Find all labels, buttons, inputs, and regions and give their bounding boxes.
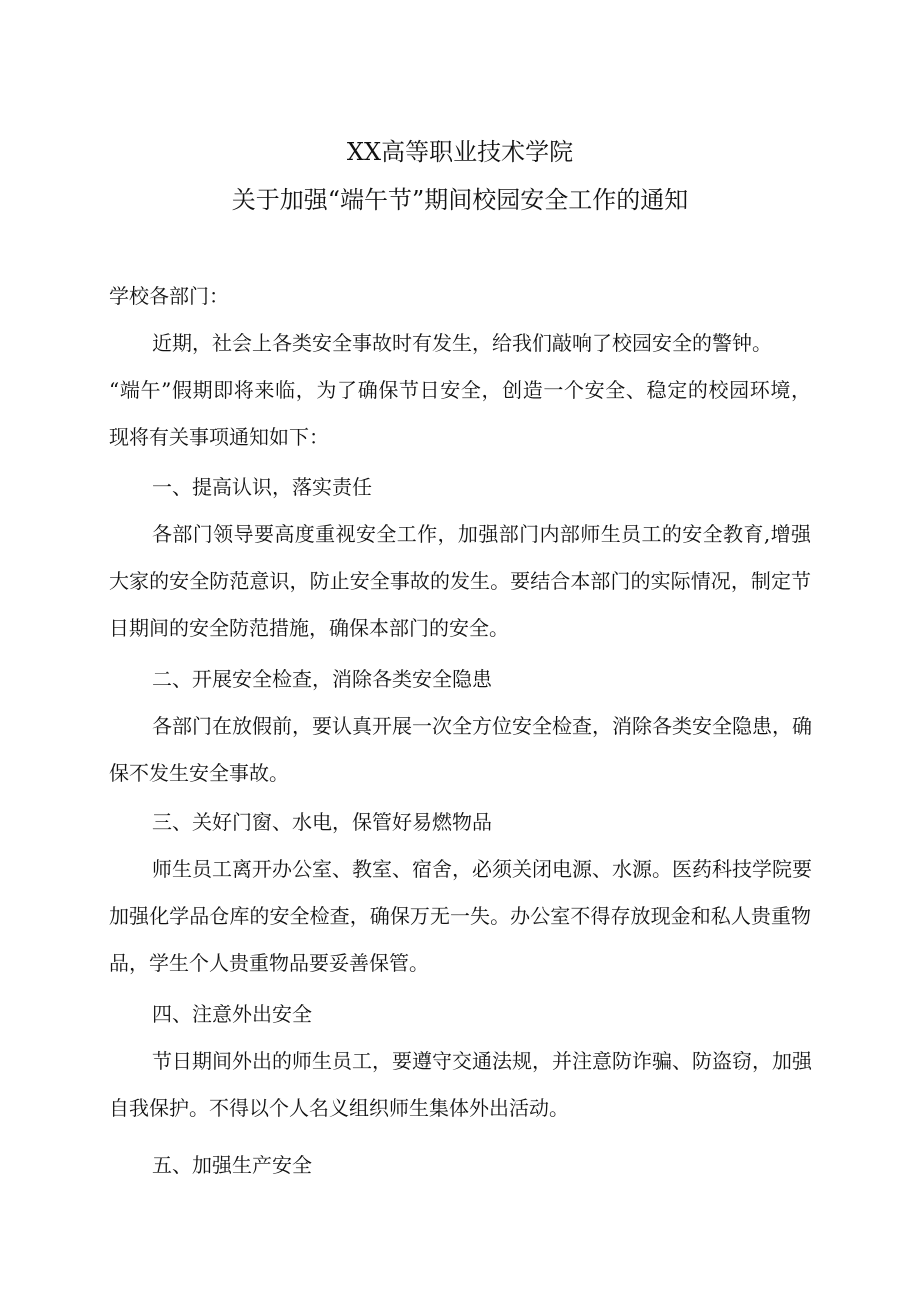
section-1-line-3: 日期间的安全防范措施，确保本部门的安全。 — [109, 616, 509, 640]
section-3-line-1: 师生员工离开办公室、教室、宿舍，必须关闭电源、水源。医药科技学院要 — [152, 857, 812, 881]
section-4-line-2: 自我保护。不得以个人名义组织师生集体外出活动。 — [109, 1096, 569, 1120]
intro-line-3: 现将有关事项通知如下： — [109, 425, 329, 449]
section-heading-1: 一、提高认识，落实责任 — [152, 475, 372, 499]
section-2-line-1: 各部门在放假前，要认真开展一次全方位安全检查，消除各类安全隐患，确 — [152, 714, 812, 738]
section-3-line-3: 品，学生个人贵重物品要妥善保管。 — [109, 951, 429, 975]
section-4-line-1: 节日期间外出的师生员工，要遵守交通法规，并注意防诈骗、防盗窃，加强 — [152, 1049, 812, 1073]
section-1-line-2: 大家的安全防范意识，防止安全事故的发生。要结合本部门的实际情况，制定节 — [109, 569, 811, 593]
salutation: 学校各部门： — [109, 284, 229, 308]
document-title-notice: 关于加强“端午节”期间校园安全工作的通知 — [231, 186, 689, 214]
section-2-line-2: 保不发生安全事故。 — [109, 761, 289, 785]
section-heading-3: 三、关好门窗、水电，保管好易燃物品 — [152, 810, 492, 834]
section-3-line-2: 加强化学品仓库的安全检查，确保万无一失。办公室不得存放现金和私人贵重物 — [109, 904, 811, 928]
section-1-line-1: 各部门领导要高度重视安全工作，加强部门内部师生员工的安全教育,增强 — [152, 522, 811, 546]
section-heading-2: 二、开展安全检查，消除各类安全隐患 — [152, 667, 492, 691]
section-heading-5: 五、加强生产安全 — [152, 1153, 312, 1177]
document-title-institution: XX高等职业技术学院 — [346, 138, 574, 166]
section-heading-4: 四、注意外出安全 — [152, 1002, 312, 1026]
intro-line-2: “端午”假期即将来临，为了确保节日安全，创造一个安全、稳定的校园环境， — [109, 378, 811, 402]
intro-line-1: 近期，社会上各类安全事故时有发生，给我们敲响了校园安全的警钟。 — [152, 331, 772, 355]
